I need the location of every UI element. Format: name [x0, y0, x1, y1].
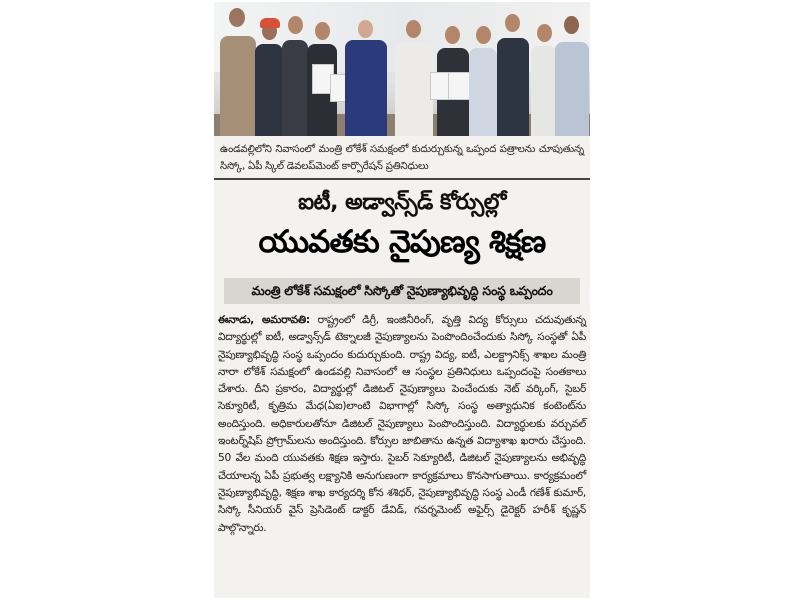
person-figure — [344, 14, 388, 136]
person-figure — [468, 24, 498, 136]
person-figure — [394, 16, 434, 136]
person-figure — [496, 10, 530, 136]
newspaper-clipping — [214, 2, 590, 598]
article-dateline: ఈనాడు, అమరావతి: — [218, 314, 310, 326]
agreement-document — [448, 72, 470, 100]
person-figure — [254, 18, 284, 136]
news-photo — [214, 2, 590, 136]
person-figure — [554, 14, 590, 136]
photo-caption: ఉండవల్లిలోని నివాసంలో మంత్రి లోకేశ్ సమక్షంలో కుదుర్చుకున్న ఒప్పంద పత్రాలను చూపుతున్న సిస్కో, ఏపీ స్కిల్ డెవలప్‌మెంట్ కార్పొరేషన్ ప్రతినిధులు — [214, 138, 590, 180]
person-figure — [218, 8, 256, 136]
headline-kicker: ఐటీ, అడ్వాన్స్‌డ్ కోర్సుల్లో — [298, 190, 506, 215]
article-body — [218, 312, 586, 537]
subheadline: మంత్రి లోకేశ్ సమక్షంలో సిస్కోతో నైపుణ్యాభివృద్ధి సంస్థ ఒప్పందం — [224, 278, 580, 304]
person-figure — [282, 14, 308, 136]
main-headline: యువతకు నైపుణ్య శిక్షణ — [258, 224, 546, 260]
article-text: రాష్ట్రంలో డిగ్రీ, ఇంజినీరింగ్, వృత్తి విద్య కోర్సులు చదువుతున్న విద్యార్థుల్లో ఐటీ, అడ్వాన్స్‌డ్ టెక్నాలజీ నైపుణ్యాలను పెంపొందించేందుకు సిస్కో సంస్థతో ఏపీ నైపుణ్యాభివృద్ధి సంస్థ ఒప్పందం కుదుర్చుకుంది. రాష్ట్ర విద్య, ఐటీ, ఎలక్ట్రానిక్స్ శాఖల మంత్రి నారా లోకేశ్ సమక్షంలో ఉండవల్లి నివాసంలో ఆ సంస్థల ప్రతినిధులు ఒప్పందంపై సంతకాలు చేశారు. దీని ప్రకారం, విద్యార్థుల్లో డిజిటల్ నైపుణ్యాలు పెంచేందుకు నెట్ వర్కింగ్, సైబర్ సెక్యూరిటీ, కృత్రిమ మేధ(ఏఐ)లాంటి విభాగాల్లో సిస్కో సంస్థ అత్యాధునిక కంటెంట్‌ను అందిస్తుంది. అధికారులతోనూ డిజిటల్ నైపుణ్యాలు పెంపొందిస్తుంది. విద్యార్థులకు వర్చువల్ ఇంటర్న్‌షిప్ ప్రోగ్రామ్‌లను అందిస్తుంది. కోర్సుల జాబితాను ఉన్నత విద్యాశాఖ ఖరారు చేస్తుంది. 50 వేల మంది యువతకు శిక్షణ ఇస్తారు. సైబర్ సెక్యూరిటీ, డిజిటల్ నైపుణ్యాలను అభివృద్ధి చేయాలన్న ఏపీ ప్రభుత్వ లక్ష్యానికి అనుగుణంగా కార్యక్రమాలు కొనసాగుతాయి. కార్యక్రమంలో నైపుణ్యాభివృద్ధి, శిక్షణ శాఖ కార్యదర్శి కోన శశిధర్, నైపుణ్యాభివృద్ధి సంస్థ ఎండీ గణేశ్ కుమార్, సిస్కో సీనియర్ వైస్ ప్రెసిడెంట్ డాక్టర్ డేవిడ్, గవర్నమెంట్ అఫైర్స్ డైరెక్టర్ హరీశ్ కృష్ణన్ పాల్గొన్నారు. — [218, 314, 587, 534]
